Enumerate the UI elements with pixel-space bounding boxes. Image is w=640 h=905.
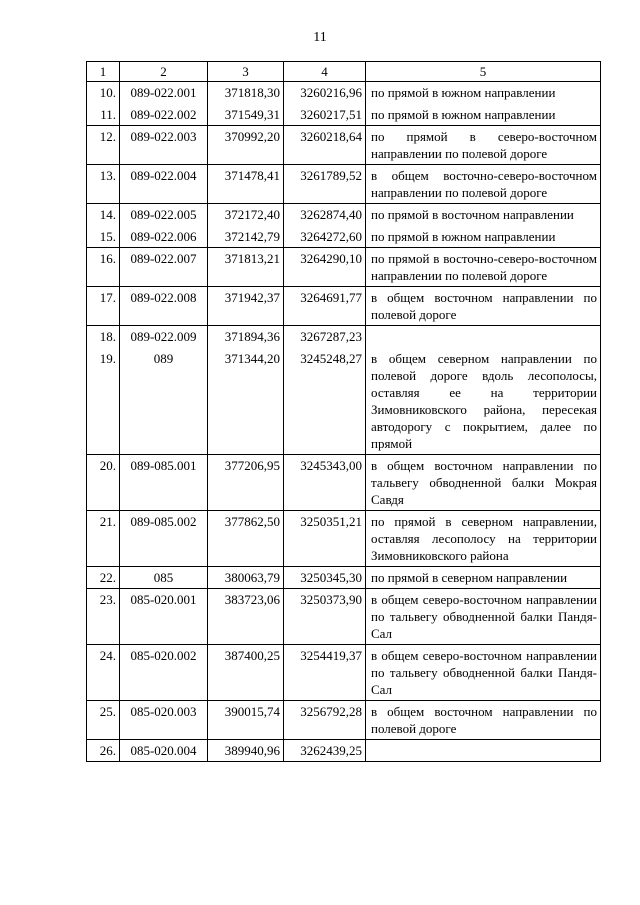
table-row: [87, 126, 601, 165]
coord-y: 3245343,00: [284, 455, 366, 511]
header-row: [87, 62, 601, 82]
table-row: [87, 82, 601, 104]
point-code: 085-020.004: [120, 740, 208, 762]
coord-y: 3256792,28: [284, 701, 366, 740]
table-row: [87, 165, 601, 204]
coord-y: 3264691,77: [284, 287, 366, 326]
coord-y: 3260216,96: [284, 82, 366, 104]
table-row: [87, 248, 601, 287]
direction-description: [366, 326, 601, 348]
coord-y: 3245248,27: [284, 348, 366, 455]
point-code: 089-022.001: [120, 82, 208, 104]
direction-description: в общем северо-восточном направлении по тальвегу обводненной балки Пандя-Сал: [366, 645, 601, 701]
coord-x: 371894,36: [208, 326, 284, 348]
coord-y: 3262439,25: [284, 740, 366, 762]
point-code: 085-020.003: [120, 701, 208, 740]
direction-description: в общем северном направлении по полевой дороге вдоль лесополосы, оставляя ее на территории Зимовниковского района, пересекая автодорогу с покрытием, далее по прямой: [366, 348, 601, 455]
coord-y: 3250373,90: [284, 589, 366, 645]
coord-y: 3261789,52: [284, 165, 366, 204]
direction-description: в общем восточно-северо-восточном направлении по полевой дороге: [366, 165, 601, 204]
table-row: [87, 348, 601, 455]
point-code: 089-022.009: [120, 326, 208, 348]
coord-x: 371344,20: [208, 348, 284, 455]
direction-description: по прямой в южном направлении: [366, 226, 601, 248]
coord-x: 387400,25: [208, 645, 284, 701]
coord-y: 3250351,21: [284, 511, 366, 567]
row-number: 10.: [87, 82, 120, 104]
coord-x: 371549,31: [208, 104, 284, 126]
coord-y: 3262874,40: [284, 204, 366, 226]
point-code: 085-020.002: [120, 645, 208, 701]
coord-x: 370992,20: [208, 126, 284, 165]
coord-y: 3264272,60: [284, 226, 366, 248]
row-number: 16.: [87, 248, 120, 287]
header-col-4: 4: [284, 62, 366, 82]
direction-description: по прямой в восточно-северо-восточном направлении по полевой дороге: [366, 248, 601, 287]
row-number: 20.: [87, 455, 120, 511]
coord-x: 372142,79: [208, 226, 284, 248]
direction-description: по прямой в северном направлении: [366, 567, 601, 589]
row-number: 22.: [87, 567, 120, 589]
row-number: 26.: [87, 740, 120, 762]
row-number: 14.: [87, 204, 120, 226]
coord-x: 383723,06: [208, 589, 284, 645]
coord-x: 390015,74: [208, 701, 284, 740]
direction-description: по прямой в северном направлении, оставляя лесополосу на территории Зимовниковского района: [366, 511, 601, 567]
row-number: 18.: [87, 326, 120, 348]
direction-description: в общем восточном направлении по полевой дороге: [366, 287, 601, 326]
table-row: [87, 701, 601, 740]
direction-description: в общем северо-восточном направлении по тальвегу обводненной балки Пандя-Сал: [366, 589, 601, 645]
boundary-table: [86, 61, 601, 762]
row-number: 23.: [87, 589, 120, 645]
coord-x: 371813,21: [208, 248, 284, 287]
row-number: 19.: [87, 348, 120, 455]
table-row: [87, 589, 601, 645]
coord-y: 3254419,37: [284, 645, 366, 701]
coord-x: 377206,95: [208, 455, 284, 511]
row-number: 11.: [87, 104, 120, 126]
table-row: [87, 326, 601, 348]
table-row: [87, 511, 601, 567]
point-code: 089-085.002: [120, 511, 208, 567]
direction-description: по прямой в южном направлении: [366, 82, 601, 104]
coord-x: 377862,50: [208, 511, 284, 567]
row-number: 17.: [87, 287, 120, 326]
row-number: 12.: [87, 126, 120, 165]
coord-y: 3260218,64: [284, 126, 366, 165]
point-code: 089-022.005: [120, 204, 208, 226]
table-row: [87, 455, 601, 511]
direction-description: в общем восточном направлении по полевой дороге: [366, 701, 601, 740]
table-row: [87, 104, 601, 126]
direction-description: в общем восточном направлении по тальвегу обводненной балки Мокрая Савдя: [366, 455, 601, 511]
point-code: 089-022.007: [120, 248, 208, 287]
direction-description: по прямой в восточном направлении: [366, 204, 601, 226]
coord-x: 371818,30: [208, 82, 284, 104]
point-code: 089-085.001: [120, 455, 208, 511]
point-code: 089-022.006: [120, 226, 208, 248]
table-body: [87, 82, 601, 762]
row-number: 24.: [87, 645, 120, 701]
row-number: 21.: [87, 511, 120, 567]
coord-y: 3250345,30: [284, 567, 366, 589]
direction-description: [366, 740, 601, 762]
coord-x: 372172,40: [208, 204, 284, 226]
coord-x: 371478,41: [208, 165, 284, 204]
point-code: 089-022.002: [120, 104, 208, 126]
point-code: 089-022.008: [120, 287, 208, 326]
coord-x: 380063,79: [208, 567, 284, 589]
row-number: 15.: [87, 226, 120, 248]
row-number: 25.: [87, 701, 120, 740]
direction-description: по прямой в северо-восточном направлении по полевой дороге: [366, 126, 601, 165]
point-code: 085: [120, 567, 208, 589]
table-row: [87, 740, 601, 762]
page-number: 11: [313, 30, 327, 45]
coord-y: 3264290,10: [284, 248, 366, 287]
coord-x: 371942,37: [208, 287, 284, 326]
table-row: [87, 287, 601, 326]
coord-y: 3260217,51: [284, 104, 366, 126]
header-col-2: 2: [120, 62, 208, 82]
direction-description: по прямой в южном направлении: [366, 104, 601, 126]
row-number: 13.: [87, 165, 120, 204]
header-col-1: 1: [87, 62, 120, 82]
table-row: [87, 645, 601, 701]
coord-x: 389940,96: [208, 740, 284, 762]
point-code: 085-020.001: [120, 589, 208, 645]
header-col-5: 5: [366, 62, 601, 82]
header-col-3: 3: [208, 62, 284, 82]
coord-y: 3267287,23: [284, 326, 366, 348]
point-code: 089: [120, 348, 208, 455]
point-code: 089-022.003: [120, 126, 208, 165]
table-row: [87, 226, 601, 248]
table-row: [87, 567, 601, 589]
point-code: 089-022.004: [120, 165, 208, 204]
table-row: [87, 204, 601, 226]
